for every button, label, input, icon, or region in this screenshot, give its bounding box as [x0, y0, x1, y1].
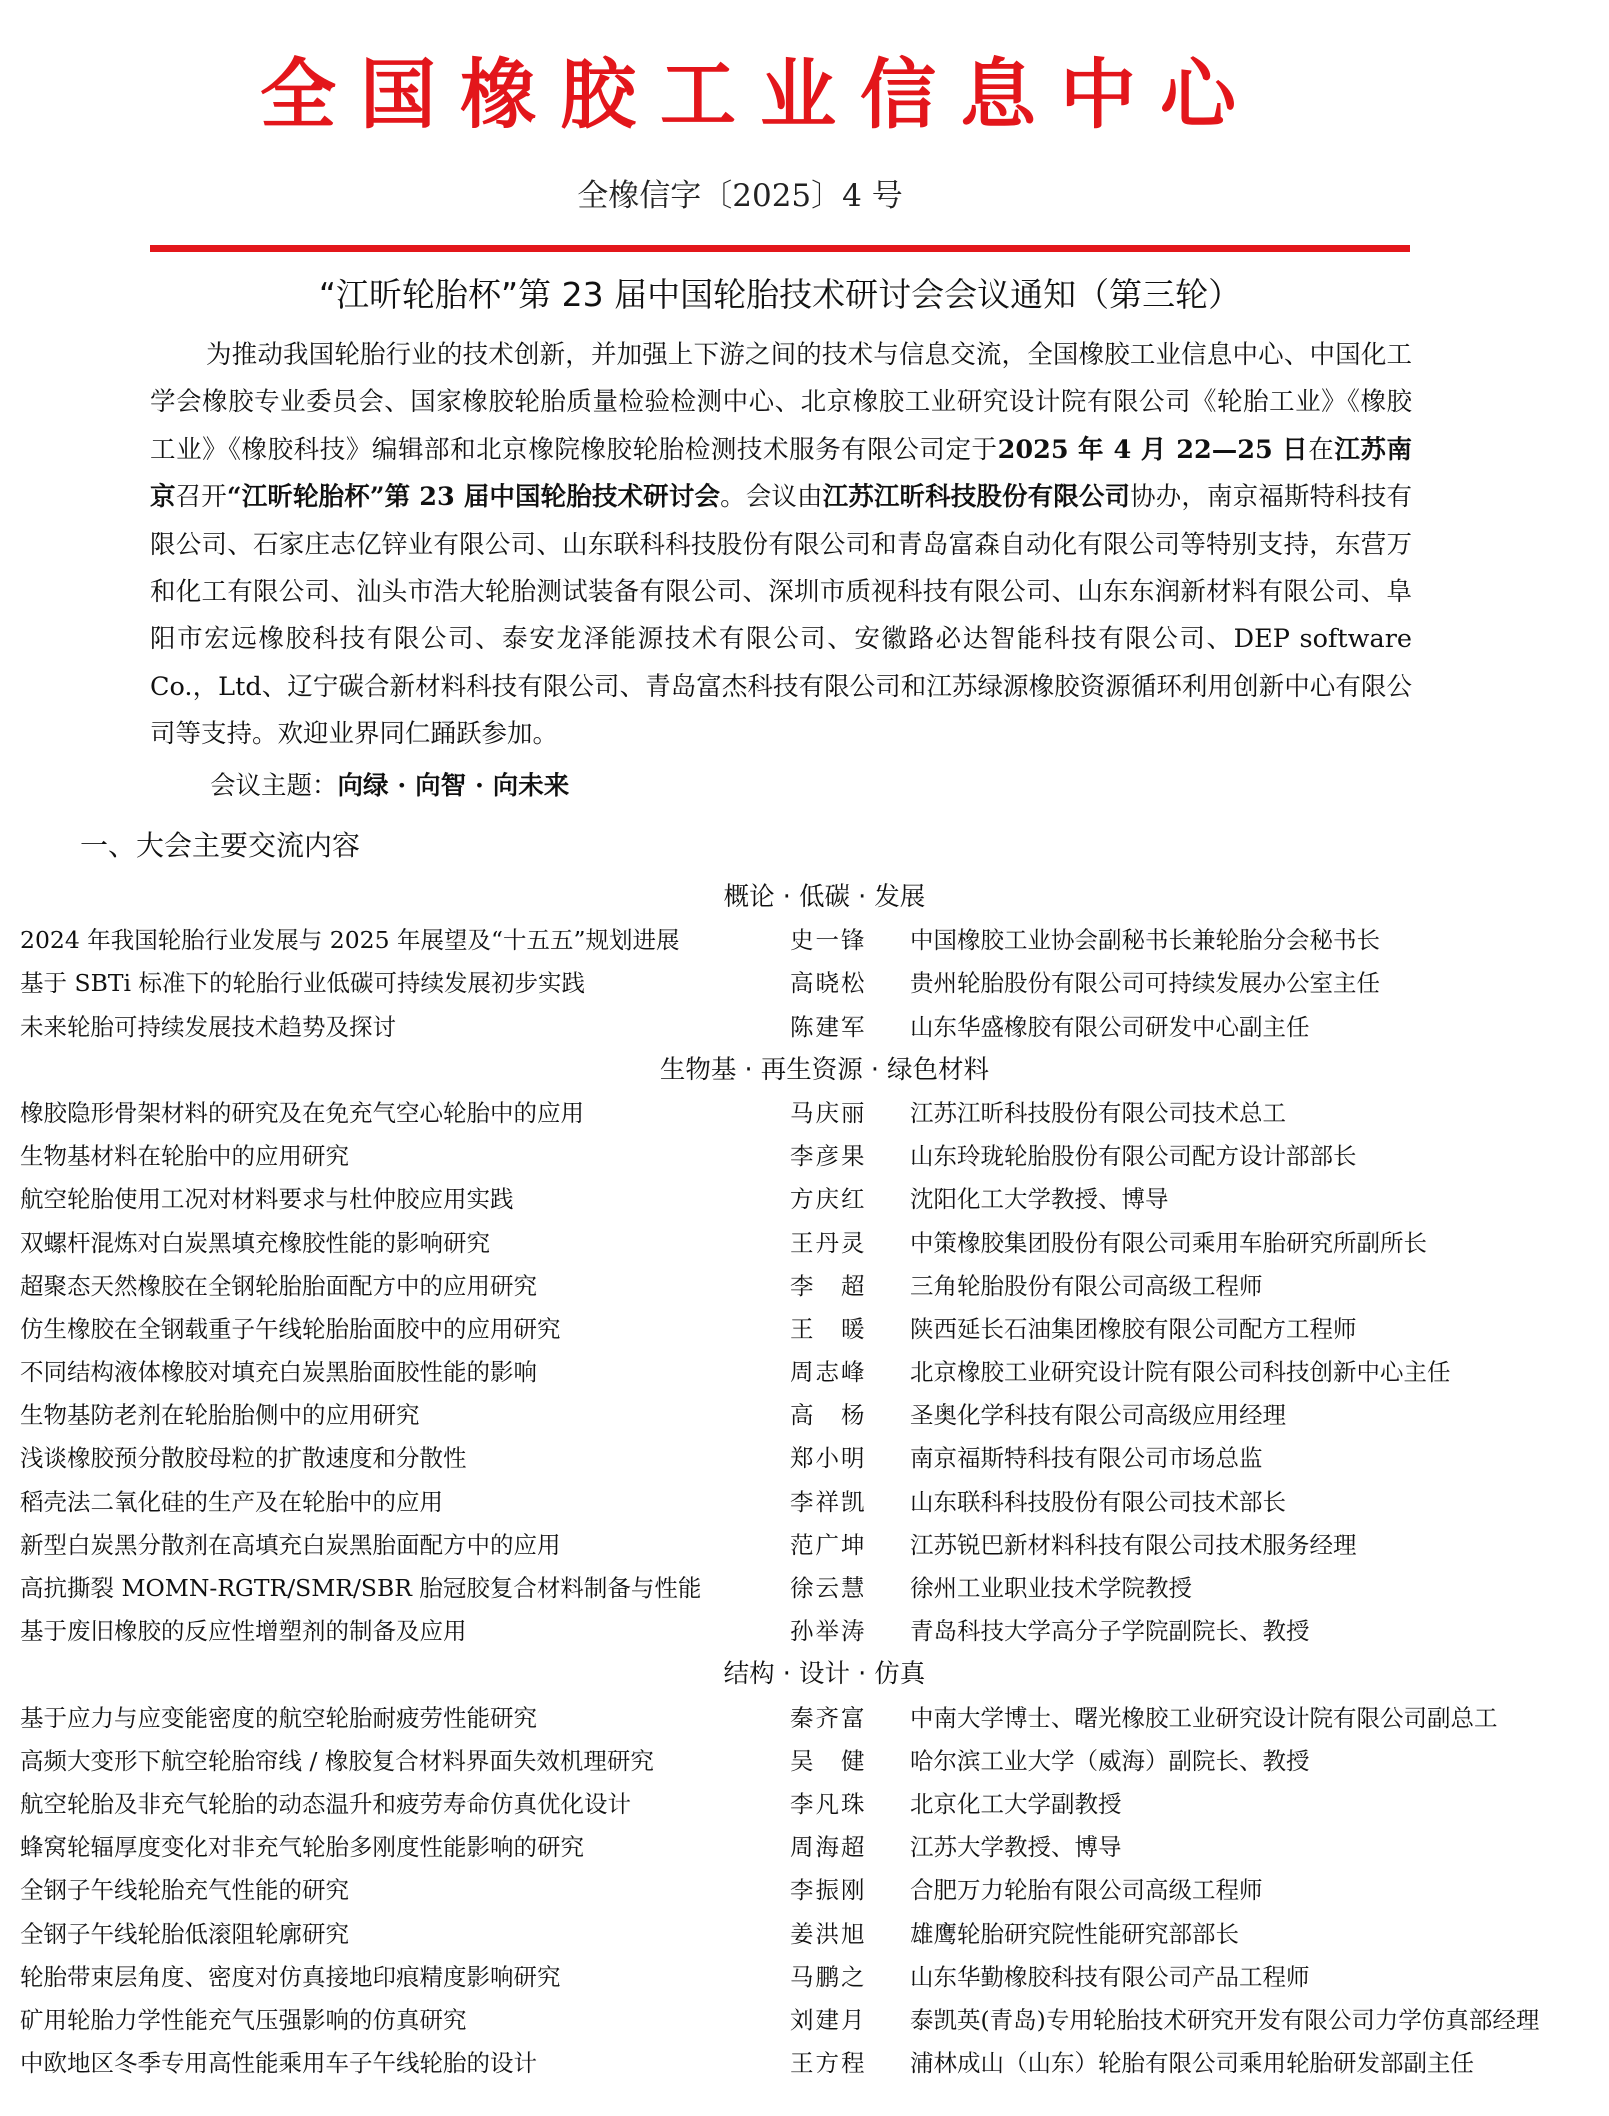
talk-row: [0, 1524, 1609, 1567]
talk-affiliation: 沈阳化工大学教授、博导: [910, 1185, 1169, 1214]
talk-speaker: 徐云慧: [790, 1574, 867, 1602]
topics-list: [0, 876, 1609, 2085]
talk-topic: 浅谈橡胶预分散胶母粒的扩散速度和分散性: [20, 1444, 467, 1473]
talk-row: [0, 1826, 1609, 1869]
intro-text-4: 。会议由: [720, 482, 823, 513]
talk-speaker: 姜洪旭: [790, 1919, 867, 1948]
talk-speaker: 周志峰: [790, 1358, 867, 1387]
talk-affiliation: 青岛科技大学高分子学院副院长、教授: [910, 1617, 1310, 1646]
talk-topic: 蜂窝轮辐厚度变化对非充气轮胎多刚度性能影响的研究: [20, 1833, 584, 1862]
talk-speaker: 王方程: [790, 2049, 867, 2078]
talk-topic: 橡胶隐形骨架材料的研究及在免充气空心轮胎中的应用: [20, 1098, 584, 1127]
talk-topic: 高抗撕裂 MOMN-RGTR/SMR/SBR 胎冠胶复合材料制备与性能: [20, 1574, 702, 1602]
talk-row: [0, 1308, 1609, 1351]
intro-text-3: 召开: [175, 482, 227, 513]
intro-date: 2025 年 4 月 22—25 日: [997, 434, 1309, 465]
talk-speaker: 郑小明: [790, 1444, 867, 1473]
talk-speaker: 周海超: [790, 1833, 867, 1862]
talk-affiliation: 江苏江昕科技股份有限公司技术总工: [910, 1098, 1286, 1127]
talk-topic: 全钢子午线轮胎充气性能的研究: [20, 1876, 349, 1905]
talk-affiliation: 山东联科科技股份有限公司技术部长: [910, 1487, 1286, 1516]
talk-speaker: 孙举涛: [790, 1617, 867, 1646]
talk-row: [0, 1697, 1609, 1740]
talk-row: [0, 962, 1609, 1005]
talk-speaker: 李凡珠: [790, 1789, 867, 1818]
group-title: 结构 · 设计 · 仿真: [723, 1659, 926, 1690]
talk-topic: 基于 SBTi 标准下的轮胎行业低碳可持续发展初步实践: [20, 969, 585, 998]
talk-row: [0, 1481, 1609, 1524]
talk-row: [0, 1135, 1609, 1178]
talk-row: [0, 1178, 1609, 1221]
talk-speaker: 马鹏之: [790, 1962, 867, 1991]
talk-affiliation: 雄鹰轮胎研究院性能研究部部长: [910, 1919, 1239, 1948]
notice-title: “江昕轮胎杯”第 23 届中国轮胎技术研讨会会议通知（第三轮）: [318, 275, 1242, 314]
talk-row: [0, 1913, 1609, 1956]
talk-row: [0, 1999, 1609, 2042]
talk-topic: 新型白炭黑分散剂在高填充白炭黑胎面配方中的应用: [20, 1530, 561, 1559]
talk-row: [0, 1740, 1609, 1783]
talk-affiliation: 合肥万力轮胎有限公司高级工程师: [910, 1876, 1263, 1905]
talk-row: [0, 1394, 1609, 1437]
talk-topic: 2024 年我国轮胎行业发展与 2025 年展望及“十五五”规划进展: [20, 926, 680, 955]
talk-speaker: 刘建月: [790, 2005, 867, 2034]
talk-affiliation: 陕西延长石油集团橡胶有限公司配方工程师: [910, 1314, 1357, 1343]
talk-row: [0, 1956, 1609, 1999]
talk-row: [0, 1437, 1609, 1480]
talk-topic: 基于废旧橡胶的反应性增塑剂的制备及应用: [20, 1617, 467, 1646]
talk-affiliation: 北京化工大学副教授: [910, 1789, 1122, 1818]
talk-topic: 矿用轮胎力学性能充气压强影响的仿真研究: [20, 2005, 467, 2034]
talk-row: [0, 1351, 1609, 1394]
talk-speaker: 李振刚: [790, 1876, 867, 1905]
conference-theme: [210, 762, 569, 810]
intro-text-1: 为推动我国轮胎行业的技术创新，并加强上下游之间的技术与信息交流，全国橡胶工业信息中心、中国化工学会橡胶专业委员会、国家橡胶轮胎质量检验检测中心、北京橡胶工业研究设计院有限公司《轮胎工业》《橡胶工业》《橡胶科技》编辑部和北京橡院橡胶轮胎检测技术服务有限公司定于: [150, 340, 1412, 465]
talk-affiliation: 徐州工业职业技术学院教授: [910, 1574, 1192, 1602]
talk-affiliation: 贵州轮胎股份有限公司可持续发展办公室主任: [910, 969, 1380, 998]
talk-topic: 双螺杆混炼对白炭黑填充橡胶性能的影响研究: [20, 1228, 490, 1257]
talk-speaker: 秦齐富: [790, 1703, 867, 1732]
group-title: 生物基 · 再生资源 · 绿色材料: [659, 1054, 990, 1085]
talk-topic: 基于应力与应变能密度的航空轮胎耐疲劳性能研究: [20, 1703, 537, 1732]
talk-row: [0, 1006, 1609, 1049]
talk-topic: 全钢子午线轮胎低滚阻轮廓研究: [20, 1919, 349, 1948]
talk-affiliation: 浦林成山（山东）轮胎有限公司乘用轮胎研发部副主任: [910, 2049, 1474, 2078]
talk-affiliation: 南京福斯特科技有限公司市场总监: [910, 1444, 1263, 1473]
talk-row: [0, 1869, 1609, 1912]
talk-row: [0, 1610, 1609, 1653]
talk-speaker: 史一锋: [790, 926, 867, 955]
talk-speaker: 李彦果: [790, 1142, 867, 1171]
red-divider: [150, 245, 1410, 252]
talk-speaker: 陈建军: [790, 1012, 867, 1041]
talk-speaker: 高晓松: [790, 969, 867, 998]
talk-affiliation: 中国橡胶工业协会副秘书长兼轮胎分会秘书长: [910, 926, 1380, 955]
talk-affiliation: 中南大学博士、曙光橡胶工业研究设计院有限公司副总工: [910, 1703, 1498, 1732]
intro-text-5: 协办，南京福斯特科技有限公司、石家庄志亿锌业有限公司、山东联科科技股份有限公司和青岛富森自动化有限公司等特别支持，东营万和化工有限公司、汕头市浩大轮胎测试装备有限公司、深圳市质视科技有限公司、山东东润新材料有限公司、阜阳市宏远橡胶科技有限公司、泰安龙泽能源技术有限公司、安徽路必达智能科技有限公司、DEP software Co.，Ltd、辽宁碳合新材料科技有限公司、青岛富杰科技有限公司和江苏绿源橡胶资源循环利用创新中心有限公司等支持。欢迎业界同仁踊跃参加。: [150, 482, 1412, 750]
talk-affiliation: 山东华盛橡胶有限公司研发中心副主任: [910, 1012, 1310, 1041]
talk-row: [0, 1567, 1609, 1610]
talk-topic: 生物基防老剂在轮胎胎侧中的应用研究: [20, 1401, 420, 1430]
talk-topic: 生物基材料在轮胎中的应用研究: [20, 1142, 349, 1171]
talk-affiliation: 三角轮胎股份有限公司高级工程师: [910, 1271, 1263, 1300]
document-number: 全橡信字〔2025〕4 号: [577, 178, 903, 214]
talk-row: [0, 2042, 1609, 2085]
theme-label: 会议主题：: [210, 771, 338, 801]
talk-topic: 稻壳法二氧化硅的生产及在轮胎中的应用: [20, 1487, 443, 1516]
talk-speaker: 吴 健: [790, 1746, 867, 1775]
theme-value: 向绿 · 向智 · 向未来: [337, 771, 570, 801]
talk-speaker: 李祥凯: [790, 1487, 867, 1516]
talk-affiliation: 山东玲珑轮胎股份有限公司配方设计部部长: [910, 1142, 1357, 1171]
talk-topic: 航空轮胎使用工况对材料要求与杜仲胶应用实践: [20, 1185, 514, 1214]
talk-affiliation: 江苏大学教授、博导: [910, 1833, 1122, 1862]
talk-topic: 航空轮胎及非充气轮胎的动态温升和疲劳寿命仿真优化设计: [20, 1789, 631, 1818]
talk-speaker: 范广坤: [790, 1530, 867, 1559]
talk-topic: 仿生橡胶在全钢载重子午线轮胎胎面胶中的应用研究: [20, 1314, 561, 1343]
talk-speaker: 方庆红: [790, 1185, 867, 1214]
talk-topic: 不同结构液体橡胶对填充白炭黑胎面胶性能的影响: [20, 1358, 537, 1387]
group-title: 概论 · 低碳 · 发展: [723, 882, 926, 912]
talk-row: [0, 1092, 1609, 1135]
intro-conference-name: “江昕轮胎杯”第 23 届中国轮胎技术研讨会: [226, 482, 721, 513]
intro-paragraph: [150, 332, 1412, 759]
talk-speaker: 李 超: [790, 1271, 867, 1300]
talk-topic: 轮胎带束层角度、密度对仿真接地印痕精度影响研究: [20, 1962, 561, 1991]
talk-speaker: 王 暖: [790, 1314, 867, 1343]
talk-affiliation: 江苏锐巴新材料科技有限公司技术服务经理: [910, 1530, 1357, 1559]
talk-speaker: 马庆丽: [790, 1098, 867, 1127]
talk-row: [0, 1222, 1609, 1265]
talk-affiliation: 北京橡胶工业研究设计院有限公司科技创新中心主任: [910, 1358, 1451, 1387]
talk-speaker: 高 杨: [790, 1401, 867, 1430]
talk-topic: 高频大变形下航空轮胎帘线 / 橡胶复合材料界面失效机理研究: [20, 1746, 654, 1775]
org-title: 全国橡胶工业信息中心: [260, 50, 1260, 139]
talk-row: [0, 1783, 1609, 1826]
section-heading: 一、大会主要交流内容: [80, 829, 361, 862]
talk-affiliation: 中策橡胶集团股份有限公司乘用车胎研究所副所长: [910, 1228, 1427, 1257]
talk-affiliation: 山东华勤橡胶科技有限公司产品工程师: [910, 1962, 1310, 1991]
intro-host: 江苏江昕科技股份有限公司: [822, 482, 1131, 513]
intro-text-2: 在: [1308, 434, 1335, 465]
talk-speaker: 王丹灵: [790, 1228, 867, 1257]
talk-affiliation: 哈尔滨工业大学（威海）副院长、教授: [910, 1746, 1310, 1775]
talk-topic: 未来轮胎可持续发展技术趋势及探讨: [20, 1012, 396, 1041]
talk-row: [0, 919, 1609, 962]
talk-topic: 中欧地区冬季专用高性能乘用车子午线轮胎的设计: [20, 2049, 537, 2078]
talk-topic: 超聚态天然橡胶在全钢轮胎胎面配方中的应用研究: [20, 1271, 537, 1300]
intro-place: 江苏南京: [150, 434, 1412, 513]
talk-row: [0, 1265, 1609, 1308]
talk-affiliation: 泰凯英(青岛)专用轮胎技术研究开发有限公司力学仿真部经理: [910, 2005, 1540, 2034]
talk-affiliation: 圣奥化学科技有限公司高级应用经理: [910, 1401, 1286, 1430]
